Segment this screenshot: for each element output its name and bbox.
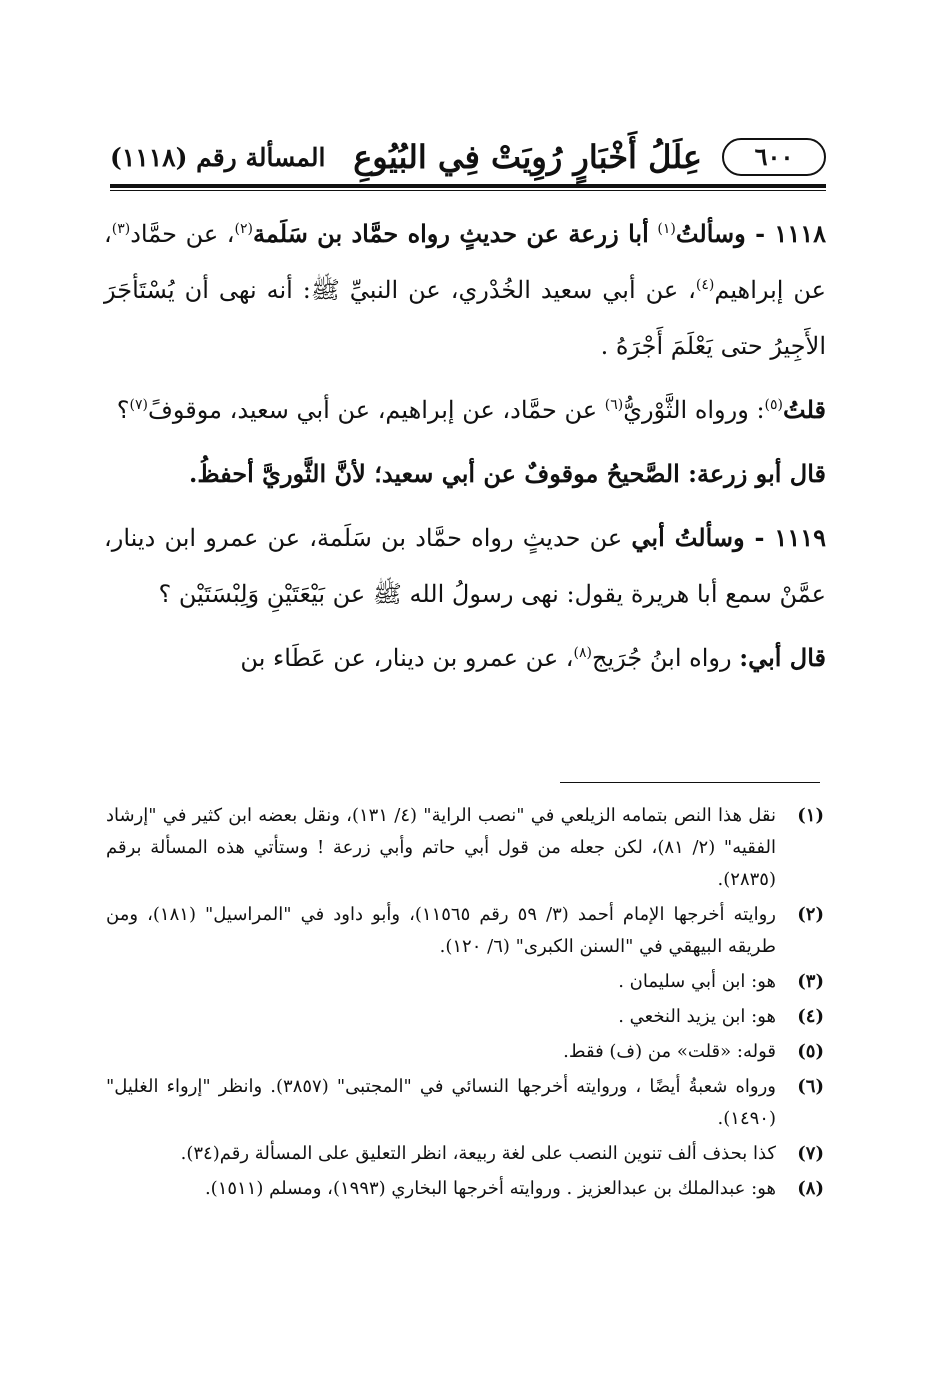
question-text: عن حديثٍ رواه حمَّاد بن سَلَمة، عن عمرو ابن دينار، عمَّنْ سمع أبا هريرة يقول: نهى رسولُ الله ﷺ عن بَيْعَتَيْنِ وَلِبْسَتَيْن ؟	[104, 524, 826, 608]
footnote-separator	[560, 782, 820, 783]
footnote	[106, 1173, 824, 1205]
footnote-text: قوله: «قلت» من (ف) فقط.	[563, 1041, 776, 1062]
footnote-ref: (٨)	[573, 645, 593, 661]
footnote-number: (٢)	[797, 904, 824, 925]
footnote	[106, 966, 824, 998]
qultu-lead: قلتُ	[783, 395, 826, 424]
hadith-text: ، عن أبي سعيد الخُدْري، عن النبيِّ ﷺ: أنه نهى أن يُسْتَأجَرَ الأَجِيرُ حتى يَعْلَمَ أَجْرَهُ .	[104, 276, 826, 360]
chain-text: عن حمَّاد، عن إبراهيم، عن أبي سعيد، موقوفً	[147, 396, 605, 424]
header-rule-thin	[110, 190, 826, 191]
chain-text: : ورواه الثَّوْريُّ	[623, 396, 765, 424]
footnote-text: هو: ابن يزيد النخعي .	[618, 1006, 776, 1027]
footnote-text: روايته أخرجها الإمام أحمد (٣/ ٥٩ رقم ١١٥٦٥)، وأبو داود في "المراسيل" (١٨١)، ومن طريقه البيهقي في "السنن الكبرى" (٦/ ١٢٠).	[106, 904, 776, 957]
footnote	[106, 1138, 824, 1170]
footnote-ref: (٤)	[695, 277, 715, 293]
header-rule-thick	[110, 184, 826, 188]
chain-text: ، عن حمَّاد	[130, 220, 235, 248]
footnotes	[106, 800, 824, 1208]
abi-lead: قال أبي:	[739, 643, 826, 672]
footnote-text: ورواه شعبةُ أيضًا ، وروايته أخرجها النسائي في "المجتبى" (٣٨٥٧). وانظر "إرواء الغليل" (١٤٩٠).	[106, 1076, 776, 1129]
footnote-text: هو: ابن أبي سليمان .	[618, 971, 776, 992]
footnote	[106, 899, 824, 963]
footnote-ref: (٦)	[604, 397, 624, 413]
chain-text: ، عن إبراهيم	[104, 220, 827, 304]
footnote-ref: (٣)	[111, 221, 131, 237]
issue-number-lead: ١١١٩ - وسألتُ أبي	[631, 523, 826, 552]
paragraph-qultu	[104, 382, 826, 438]
page-number: ٦٠٠	[722, 138, 826, 176]
question-text: أبا زرعة عن حديثٍ رواه حمَّاد بن سَلَمة	[253, 219, 649, 248]
footnote-ref: (٧)	[129, 397, 148, 413]
main-text	[104, 206, 826, 694]
footnote-text: نقل هذا النص بتمامه الزيلعي في "نصب الراية" (٤/ ١٣١)، ونقل بعضه ابن كثير في "إرشاد الفقيه" (٢/ ٨١)، لكن جعله من قول أبي حاتم وأبي زرعة ! وستأتي هذه المسألة برقم (٢٨٣٥).	[106, 805, 777, 890]
footnote-number: (١)	[797, 805, 824, 826]
answer-text: ، عن عمرو بن دينار، عن عَطَاء بن	[240, 644, 574, 672]
footnote-text: كذا بحذف ألف تنوين النصب على لغة ربيعة، انظر التعليق على المسألة رقم(٣٤).	[180, 1143, 776, 1164]
page-header	[110, 136, 826, 180]
footnote-number: (٦)	[797, 1076, 824, 1097]
footnote-ref: (٥)	[764, 397, 784, 413]
issue-number-lead: ١١١٨ - وسألتُ	[675, 219, 826, 248]
footnote-number: (٥)	[797, 1041, 824, 1062]
footnote-text: هو: عبدالملك بن عبدالعزيز . وروايته أخرجها البخاري (١٩٩٣)، ومسلم (١٥١١).	[204, 1178, 776, 1199]
abu-zurah-lead: قال أبو زرعة:	[688, 459, 826, 488]
footnote-number: (٣)	[797, 971, 824, 992]
footnote-number: (٨)	[797, 1178, 824, 1199]
paragraph-abi	[104, 630, 826, 686]
footnote	[106, 1071, 824, 1135]
footnote	[106, 1001, 824, 1033]
book-title: عِلَلُ أَخْبَارٍ رُوِيَتْ فِي البُيُوعِ	[353, 138, 702, 176]
footnote-ref: (٢)	[234, 221, 254, 237]
paragraph-1119	[104, 510, 826, 622]
footnote	[106, 800, 824, 896]
footnote-number: (٧)	[797, 1143, 824, 1164]
footnote-number: (٤)	[797, 1006, 824, 1027]
paragraph-1118	[104, 206, 826, 374]
footnote	[106, 1036, 824, 1068]
question-mark: ؟	[116, 396, 130, 424]
answer-text: الصَّحيحُ موقوفٌ عن أبي سعيد؛ لأنَّ الثَّوريَّ أحفظُ.	[189, 459, 689, 488]
paragraph-abu-zurah	[104, 446, 826, 502]
footnote-ref: (١)	[657, 221, 676, 237]
answer-text: رواه ابنُ جُرَيج	[592, 644, 740, 672]
issue-label: المسألة رقم (١١١٨)	[110, 143, 326, 172]
